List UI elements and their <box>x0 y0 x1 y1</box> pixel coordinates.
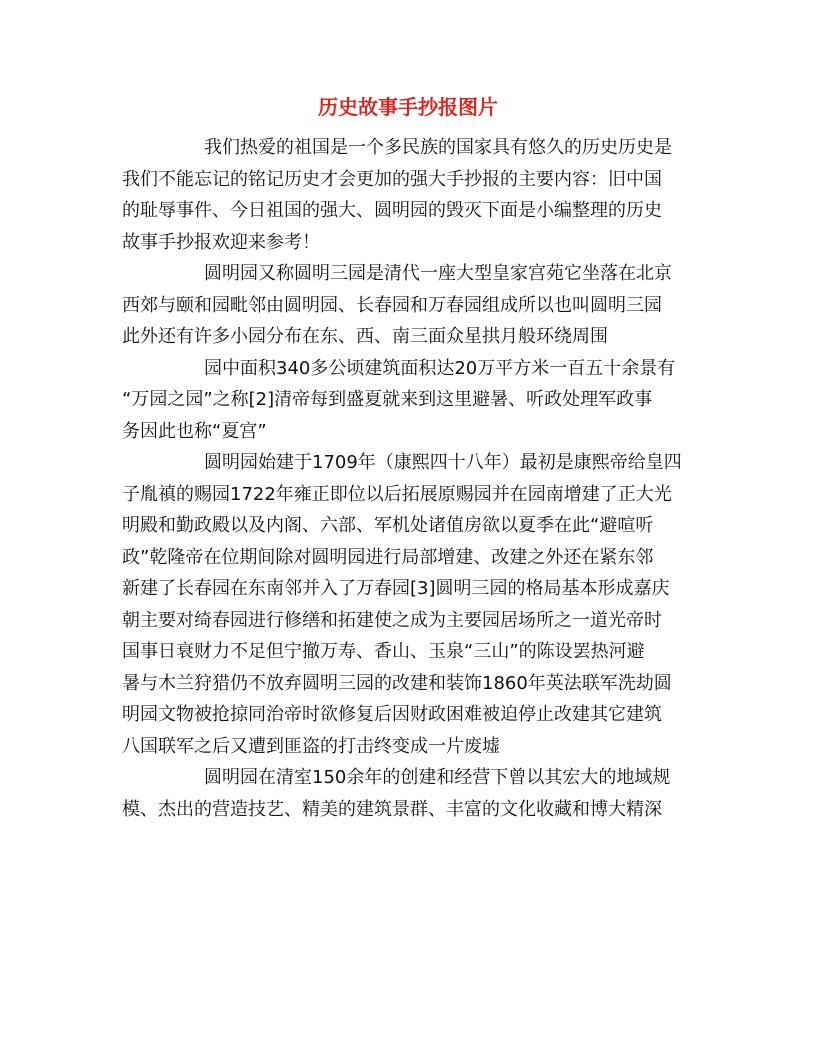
paragraph-area <box>122 353 692 448</box>
text-line: 暑与木兰狩猎仍不放弃圆明三园的改建和装饰1860年英法联军洗劫圆 <box>122 672 672 694</box>
text-line: 园中面积340多公顷建筑面积达20万平方米一百五十余景有 <box>204 357 676 379</box>
text-line: 明园文物被抢掠同治帝时欲修复后因财政困难被迫停止改建其它建筑 <box>122 704 662 725</box>
text-line: 圆明园又称圆明三园是清代一座大型皇家宫苑它坐落在北京 <box>204 263 672 284</box>
text-line: 八国联军之后又遭到匪盗的打击终变成一片废墟 <box>122 735 500 757</box>
text-line: 务因此也称“夏宫” <box>122 420 267 442</box>
document-title: 历史故事手抄报图片 <box>318 95 498 119</box>
text-line: 新建了长春园在东南邻并入了万春园[3]圆明三园的格局基本形成嘉庆 <box>122 578 670 599</box>
text-line: 故事手抄报欢迎来参考！ <box>122 231 320 253</box>
text-line: 此外还有许多小园分布在东、西、南三面众星拱月般环绕周围 <box>122 326 608 347</box>
text-line: 圆明园在清室150余年的创建和经营下曾以其宏大的地域规 <box>204 767 671 788</box>
paragraph-legacy <box>122 762 692 825</box>
text-line: 我们不能忘记的铭记历史才会更加的强大手抄报的主要内容：旧中国 <box>122 168 662 190</box>
text-line: “万园之园”之称[2]清帝每到盛夏就来到这里避暑、听政处理军政事 <box>122 389 653 410</box>
text-line: 明殿和勤政殿以及内阁、六部、军机处诸值房欲以夏季在此“避喧听 <box>122 515 654 536</box>
text-line: 国事日衰财力不足但宁撤万寿、香山、玉泉“三山”的陈设罢热河避 <box>122 641 645 662</box>
text-line: 政”乾隆帝在位期间除对圆明园进行局部增建、改建之外还在紧东邻 <box>122 546 654 568</box>
paragraph-yuanmingyuan-overview <box>122 258 692 353</box>
text-line: 圆明园始建于1709年（康熙四十八年）最初是康熙帝给皇四 <box>204 452 682 473</box>
text-line: 子胤禛的赐园1722年雍正即位以后拓展原赐园并在园南增建了正大光 <box>122 483 672 505</box>
text-line: 西郊与颐和园毗邻由圆明园、长春园和万春园组成所以也叫圆明三园 <box>122 294 662 316</box>
text-line: 我们热爱的祖国是一个多民族的国家具有悠久的历史历史是 <box>204 137 672 158</box>
text-line: 模、杰出的营造技艺、精美的建筑景群、丰富的文化收藏和博大精深 <box>122 798 662 820</box>
text-line: 朝主要对绮春园进行修缮和拓建使之成为主要园居场所之一道光帝时 <box>122 609 662 631</box>
paragraph-history <box>122 447 692 762</box>
document-body <box>122 132 692 825</box>
paragraph-intro <box>122 132 692 258</box>
text-line: 的耻辱事件、今日祖国的强大、圆明园的毁灭下面是小编整理的历史 <box>122 200 662 221</box>
